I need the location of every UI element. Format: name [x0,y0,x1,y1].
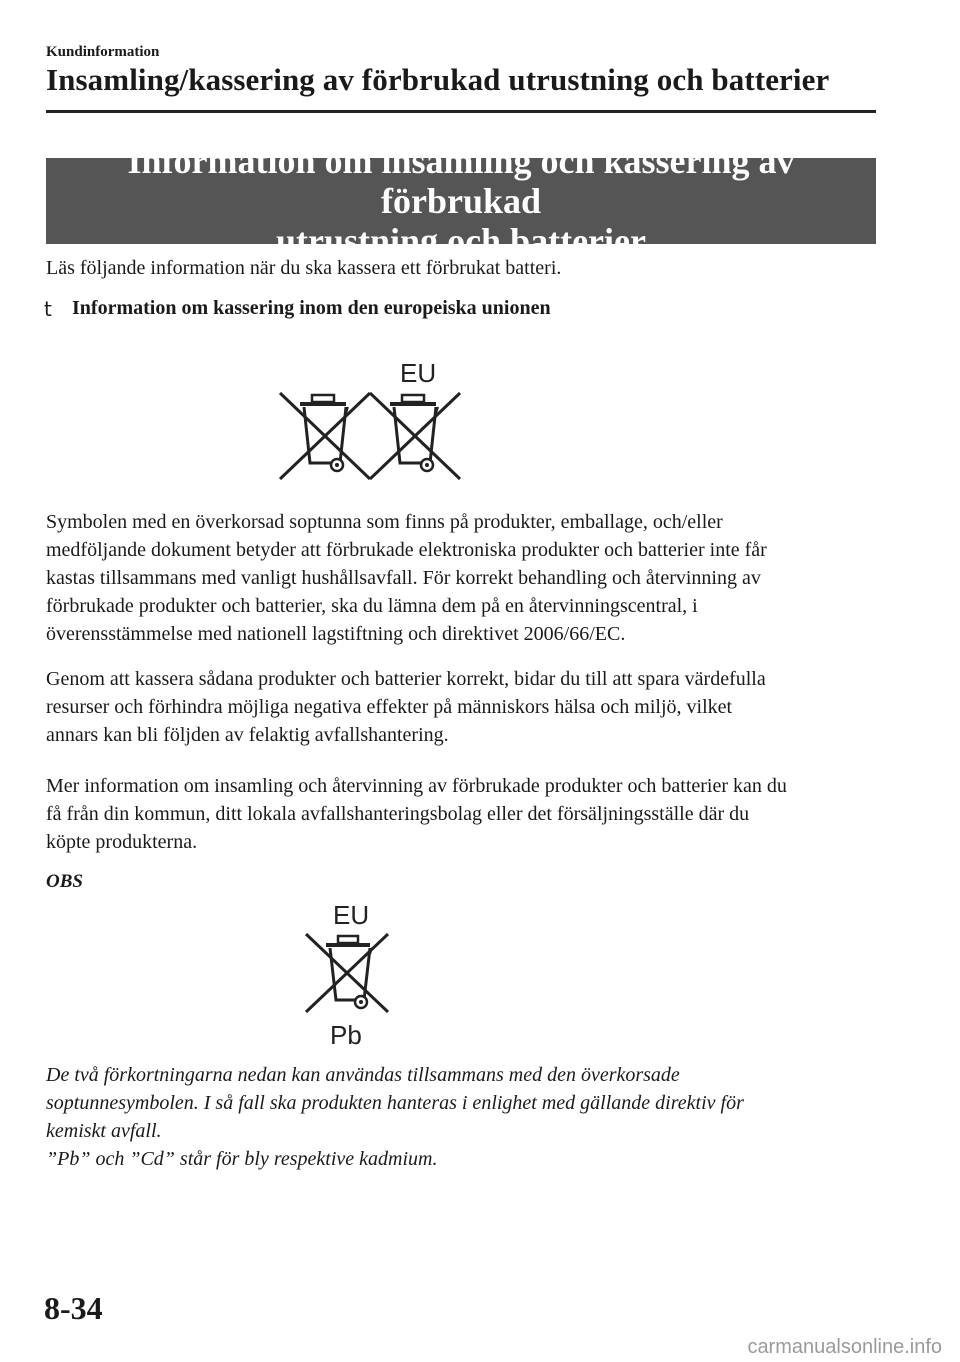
banner-line-2: utrustning och batterier [276,221,646,261]
bullet-heading-text: Information om kassering inom den europeiska unionen [72,297,551,319]
bullet-glyph: t [44,297,52,321]
paragraph-line: överensstämmelse med nationell lagstiftning och direktivet 2006/66/EC. [46,623,626,645]
note-line: De två förkortningarna nedan kan användas tillsammans med den överkorsade [46,1064,680,1086]
paragraph-line: Symbolen med en överkorsad soptunna som finns på produkter, emballage, och/eller [46,511,723,533]
obs-note [46,1061,886,1173]
paragraph-line: Genom att kassera sådana produkter och batterier korrekt, bidar du till att spara värdefulla [46,668,766,690]
paragraph-line: få från din kommun, ditt lokala avfallshanteringsbolag eller det försäljningsställe där du [46,803,750,825]
section-kicker: Kundinformation [46,44,160,60]
eu-label: EU [333,900,370,930]
intro-text: Läs följande information när du ska kassera ett förbrukat batteri. [46,257,562,279]
eu-label: EU [400,358,437,388]
eu-weee-symbol [270,355,470,485]
paragraph-line: medföljande dokument betyder att förbrukade elektroniska produkter och batterier inte får [46,539,767,561]
pb-label: Pb [330,1020,362,1050]
obs-label: OBS [46,871,83,892]
page-number: 8-34 [44,1290,103,1326]
page-title: Insamling/kassering av förbrukad utrustning och batterier [46,62,830,97]
paragraph-line: förbrukade produkter och batterier, ska du lämna dem på en återvinningscentral, i [46,595,698,617]
title-rule [46,110,876,113]
note-line: soptunnesymbolen. I så fall ska produkten hanteras i enlighet med gällande direktiv för [46,1092,744,1114]
crossed-out-wheelie-bin-icon [370,393,460,479]
banner-line-1: Information om insamling och kassering av förbrukad [127,141,795,221]
watermark: carmanualsonline.info [747,1336,942,1358]
crossed-out-wheelie-bin-icon [306,934,388,1012]
eu-pb-symbol [300,898,400,1050]
paragraph-more-info [46,772,886,856]
paragraph-line: Mer information om insamling och återvinning av förbrukade produkter och batterier kan du [46,775,787,797]
paragraph-benefits [46,665,886,749]
paragraph-weee-meaning [46,508,886,648]
note-line: kemiskt avfall. [46,1120,162,1142]
paragraph-line: kastas tillsammans med vanligt hushållsavfall. För korrekt behandling och återvinning av [46,567,761,589]
paragraph-line: köpte produkterna. [46,831,198,853]
section-banner [46,141,876,261]
paragraph-line: resurser och förhindra möjliga negativa effekter på människors hälsa och miljö, vilket [46,696,733,718]
paragraph-line: annars kan bli följden av felaktig avfallshantering. [46,724,449,746]
bullet-heading [44,297,551,321]
crossed-out-wheelie-bin-icon [280,393,370,479]
note-line: ”Pb” och ”Cd” står för bly respektive kadmium. [46,1148,438,1170]
